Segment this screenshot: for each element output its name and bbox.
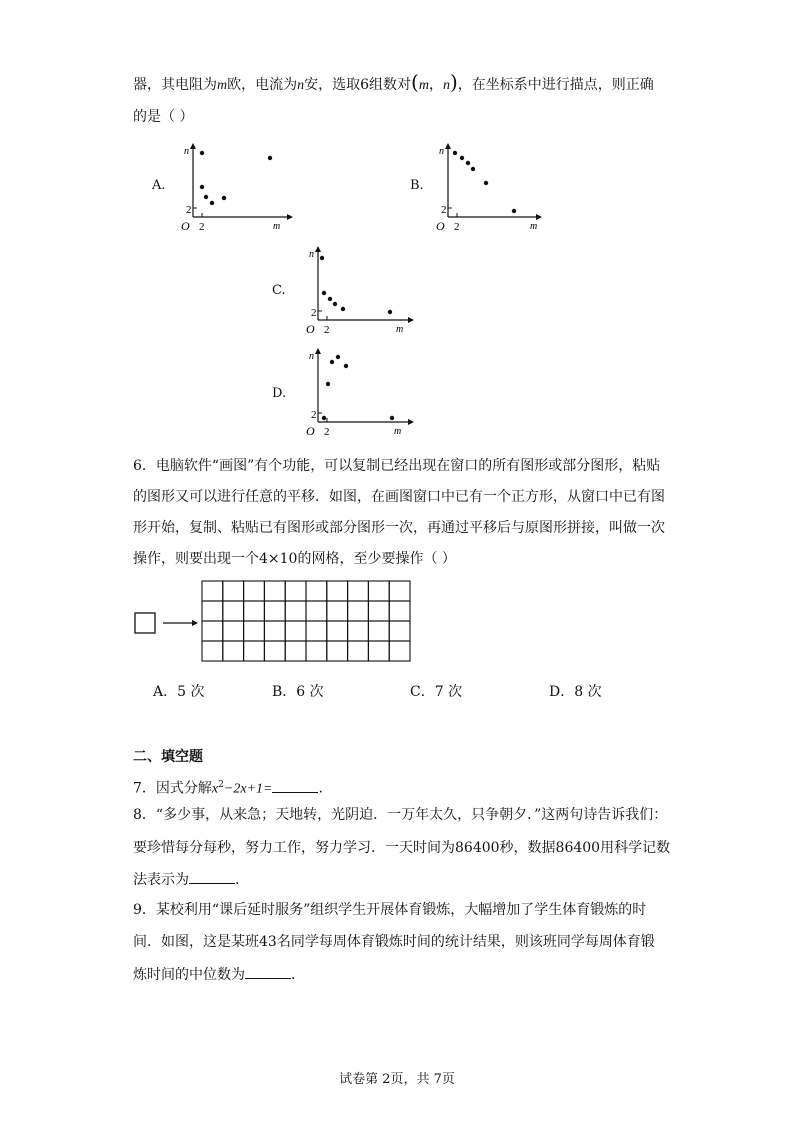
graph-d-point <box>336 355 340 359</box>
grid-cell <box>368 621 389 641</box>
q9-end: . <box>291 967 296 983</box>
grid-cell <box>389 621 410 641</box>
q8-line1: 8．“多少事，从来急；天地转，光阴迫．一万年太久，只争朝夕．”这两句诗告诉我们： <box>133 807 668 823</box>
graph-c-axis-m: m <box>396 324 404 335</box>
graph-d-origin: O <box>306 424 315 438</box>
graph-d-point <box>344 364 348 368</box>
section-title: 二、填空题 <box>133 749 203 765</box>
grid-cell <box>306 581 327 601</box>
graph-b-origin: O <box>436 219 445 233</box>
graph-d-tick-x: 2 <box>324 426 330 438</box>
q5-var-n: n <box>297 78 305 93</box>
q5-count: 6 <box>360 77 370 93</box>
q8-line3 <box>133 869 239 890</box>
grid-cell <box>348 641 369 661</box>
grid-cell <box>285 581 306 601</box>
graph-a-point <box>210 201 214 205</box>
graph-a-axis-n: n <box>184 146 189 157</box>
pair-paren-close: ) <box>449 70 458 94</box>
grid-cell <box>368 601 389 621</box>
grid-cell <box>285 641 306 661</box>
q7-line <box>133 775 323 800</box>
q7-exponent: 2 <box>218 780 224 790</box>
q8-prefix: 法表示为 <box>133 872 189 888</box>
graph-b-point <box>484 181 488 185</box>
graph-c <box>300 246 420 338</box>
q6-figure <box>130 578 420 668</box>
graph-a-tick-x: 2 <box>199 221 205 233</box>
option-b-label: B. <box>410 178 424 193</box>
graph-c-point <box>320 256 324 260</box>
graph-c-point <box>322 291 326 295</box>
graph-a-point <box>222 196 226 200</box>
graph-a-point <box>200 151 204 155</box>
pair-n: n <box>442 78 450 93</box>
choice-a: A．5 次 <box>153 684 205 700</box>
q9-line1: 9．某校利用“课后延时服务”组织学生开展体育锻炼，大幅增加了学生体育锻炼的时 <box>133 902 647 918</box>
grid-cell <box>264 641 285 661</box>
single-square <box>135 613 155 633</box>
grid-cell <box>348 621 369 641</box>
graph-a-point <box>268 156 272 160</box>
grid-cell <box>244 621 265 641</box>
graph-b-axis-m: m <box>530 221 538 232</box>
q9-answer-blank[interactable] <box>245 964 291 979</box>
q5-text-d: 组数对 <box>369 77 412 93</box>
grid-cell <box>223 641 244 661</box>
graph-d-point <box>326 382 330 386</box>
q6-line1: 6．电脑软件“画图”有个功能，可以复制已经出现在窗口的所有图形或部分图形，粘贴 <box>133 458 661 474</box>
grid-cell <box>389 581 410 601</box>
q9-line2: 间．如图，这是某班43名同学每周体育锻炼时间的统计结果，则该班同学每周体育锻 <box>133 934 655 950</box>
grid-cell <box>327 581 348 601</box>
option-a-label: A. <box>152 178 166 193</box>
q5-line1 <box>133 72 654 96</box>
q8-answer-blank[interactable] <box>189 869 235 884</box>
grid-cell <box>202 581 223 601</box>
grid-cell <box>202 621 223 641</box>
grid-cell <box>327 621 348 641</box>
graph-d-tick-y: 2 <box>311 409 317 421</box>
grid-cell <box>389 601 410 621</box>
graph-c-tick-x: 2 <box>324 324 330 336</box>
graph-a-tick-y: 2 <box>186 204 192 216</box>
grid-cell <box>202 641 223 661</box>
choice-d: D．8 次 <box>549 684 602 700</box>
grid-cell <box>223 621 244 641</box>
graph-c-axis-n: n <box>309 249 314 260</box>
grid-cell <box>368 641 389 661</box>
graph-d-point <box>322 416 326 420</box>
graph-b <box>430 143 550 235</box>
graph-b-point <box>460 156 464 160</box>
q7-answer-blank[interactable] <box>272 778 318 793</box>
option-d-label: D. <box>272 386 287 401</box>
graph-b-point <box>471 167 475 171</box>
grid-cell <box>223 581 244 601</box>
grid-cell <box>244 581 265 601</box>
grid-cell <box>244 601 265 621</box>
q5-line2: 的是（ ） <box>133 109 194 125</box>
grid-cell <box>223 601 244 621</box>
graph-c-point <box>333 302 337 306</box>
graph-d-point <box>390 416 394 420</box>
q9-line3 <box>133 964 295 985</box>
grid-cell <box>244 641 265 661</box>
q7-prefix: 7．因式分解 <box>133 780 212 797</box>
q9-prefix: 炼时间的中位数为 <box>133 967 245 983</box>
graph-b-point <box>466 161 470 165</box>
q5-text-b: 欧，电流为 <box>227 77 298 93</box>
q5-text-c: 安，选取 <box>304 77 361 93</box>
grid-cell <box>327 601 348 621</box>
q7-expression: −2x+1= <box>223 781 273 797</box>
graph-c-point <box>388 310 392 314</box>
pair-sep: ， <box>428 77 443 93</box>
graph-c-point <box>328 297 332 301</box>
grid-cell <box>264 621 285 641</box>
grid-cell <box>202 601 223 621</box>
grid-4x10 <box>202 581 410 661</box>
q7-var: x <box>211 781 219 797</box>
graph-d-axis-m: m <box>394 426 402 437</box>
choice-b: B．6 次 <box>272 684 324 700</box>
grid-cell <box>348 581 369 601</box>
graph-c-point <box>341 307 345 311</box>
pair-paren: ( <box>411 70 419 94</box>
page-footer: 试卷第 2页，共 7页 <box>339 1072 455 1087</box>
q6-line4: 操作，则要出现一个4×10的网格，至少要操作（ ） <box>133 551 456 567</box>
q5-text-a: 器，其电阻为 <box>133 77 217 93</box>
graph-a-axis-m: m <box>273 221 281 232</box>
graph-b-tick-x: 2 <box>454 221 460 233</box>
q8-line2: 要珍惜每分每秒，努力工作，努力学习．一天时间为86400秒，数据86400用科学记数 <box>133 840 671 856</box>
grid-cell <box>389 641 410 661</box>
graph-b-tick-y: 2 <box>441 204 447 216</box>
grid-cell <box>306 601 327 621</box>
choice-c: C．7 次 <box>410 684 463 700</box>
q6-line2: 的图形又可以进行任意的平移．如图，在画图窗口中已有一个正方形，从窗口中已有图 <box>133 489 665 505</box>
graph-b-point <box>453 151 457 155</box>
graph-b-axis-n: n <box>439 146 444 157</box>
grid-cell <box>306 641 327 661</box>
graph-c-tick-y: 2 <box>311 307 317 319</box>
grid-cell <box>348 601 369 621</box>
graph-d-axis-n: n <box>309 351 314 362</box>
grid-cell <box>368 581 389 601</box>
graph-a <box>175 143 295 235</box>
graph-d <box>300 348 420 440</box>
q6-line3: 形开始，复制、粘贴已有图形或部分图形一次，再通过平移后与原图形拼接，叫做一次 <box>133 520 665 536</box>
grid-cell <box>327 641 348 661</box>
graph-c-origin: O <box>306 322 315 336</box>
graph-d-point <box>330 360 334 364</box>
graph-b-point <box>512 209 516 213</box>
grid-cell <box>264 581 285 601</box>
q5-text-e: ，在坐标系中进行描点，则正确 <box>457 77 654 93</box>
graph-a-origin: O <box>181 219 190 233</box>
q7-end: . <box>318 780 323 797</box>
grid-cell <box>264 601 285 621</box>
grid-cell <box>285 621 306 641</box>
q8-end: . <box>235 872 240 888</box>
q5-var-m: m <box>217 78 228 93</box>
pair-m: m <box>418 78 429 93</box>
grid-cell <box>306 621 327 641</box>
graph-a-point <box>200 185 204 189</box>
graph-a-point <box>204 195 208 199</box>
option-c-label: C. <box>272 283 286 298</box>
grid-cell <box>285 601 306 621</box>
